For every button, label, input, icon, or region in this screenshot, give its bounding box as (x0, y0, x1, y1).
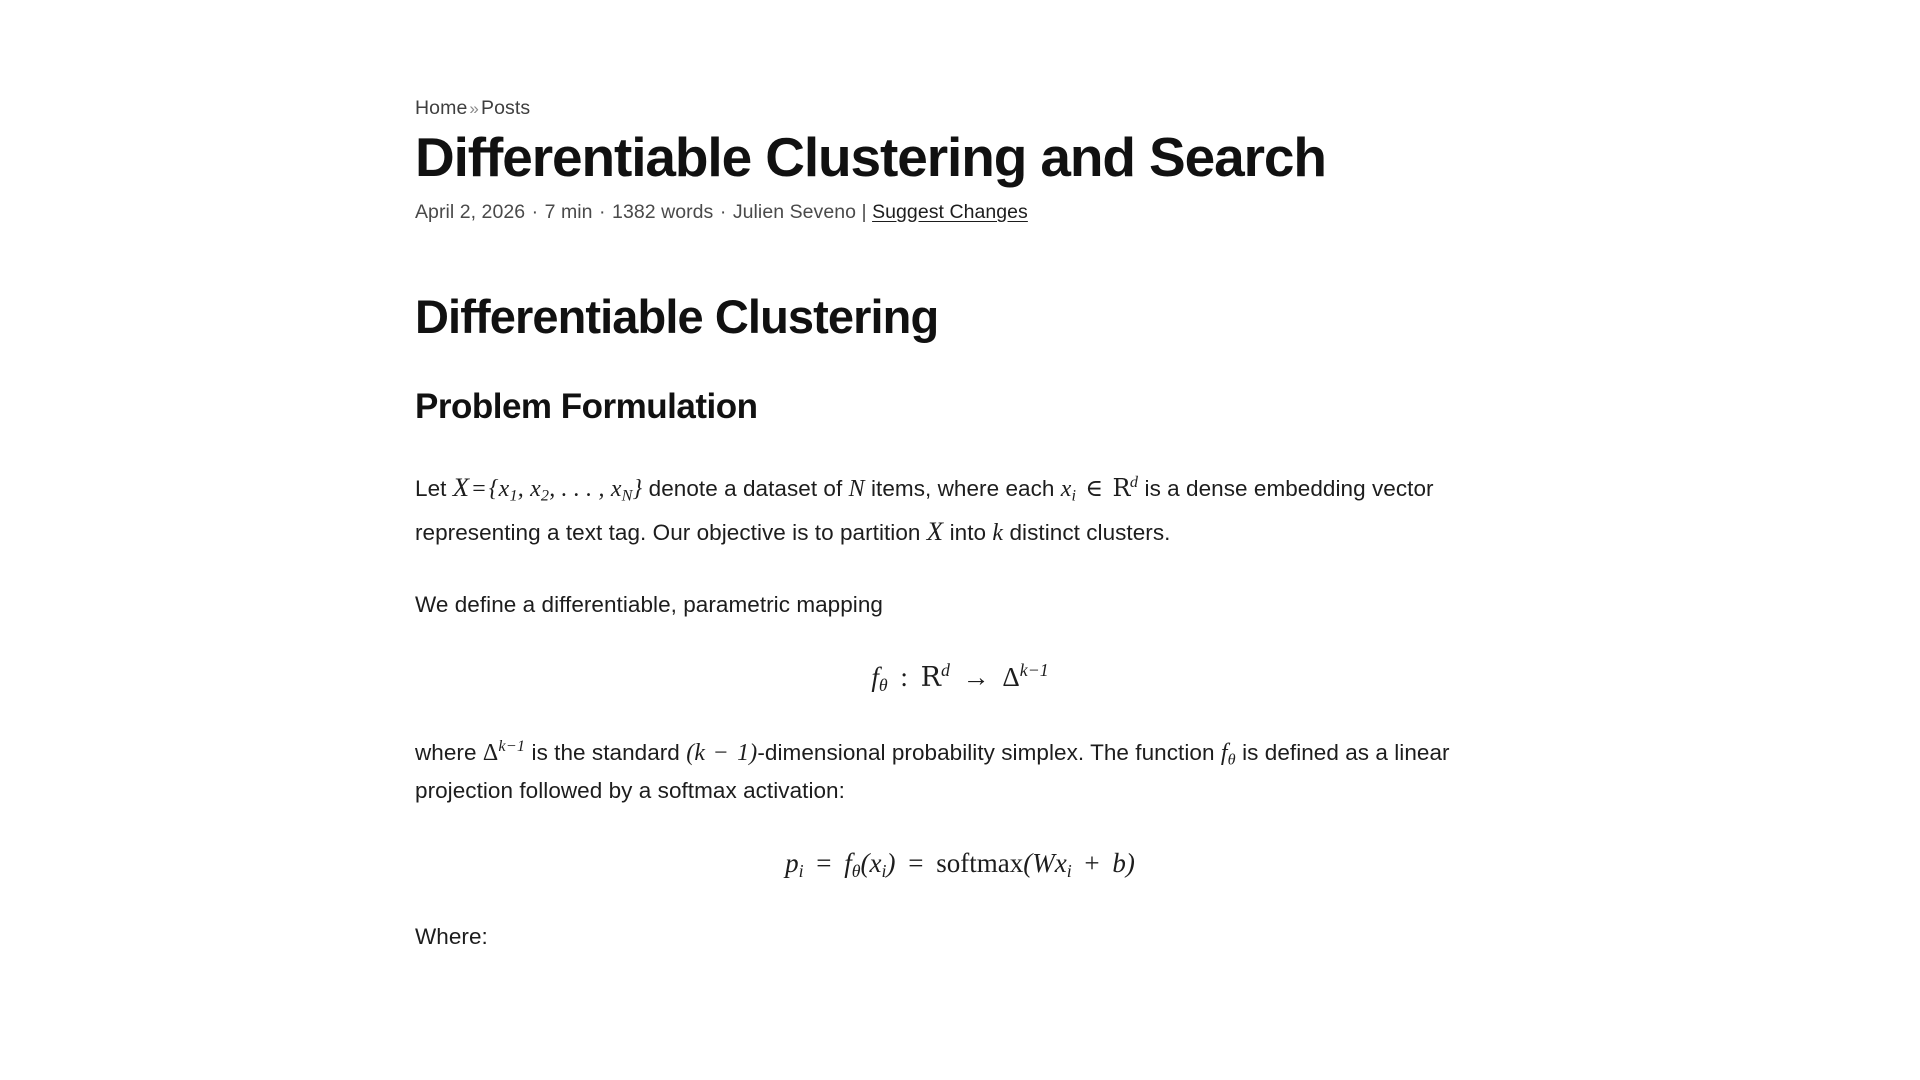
post-author: Julien Seveno (732, 200, 857, 223)
meta-dot-2: · (599, 200, 606, 223)
math-f-theta: $f_\theta$ (1220, 739, 1236, 769)
section-heading-differentiable-clustering: Differentiable Clustering (415, 290, 939, 344)
math-calligraphic-x: X (926, 515, 944, 546)
p1-text-5: into (943, 519, 993, 545)
post-meta (415, 199, 1505, 226)
math-n-items: N (848, 476, 865, 503)
paragraph-simplex-explanation (415, 733, 1505, 809)
breadcrumb-link-posts[interactable]: Posts (480, 97, 531, 119)
math-xi-in-rd: $x_i$ ∈ $R^d$ (1060, 473, 1139, 505)
equation-softmax: $p_i = f_\theta(x_i)$ = $softmax(Wx_i + b)$ (785, 848, 1135, 882)
math-k: k (992, 519, 1004, 546)
math-simplex: $\Delta^{k-1}$ (482, 736, 526, 766)
p1-text-1: Let (415, 476, 453, 502)
p1-text-2: denote a dataset of (642, 476, 849, 502)
breadcrumb-separator: » (469, 99, 479, 118)
p1-text-3: items, where each (864, 476, 1061, 502)
math-k-minus-1: (k − 1) (686, 739, 758, 766)
meta-dot-1: · (531, 200, 539, 223)
breadcrumb-link-home[interactable]: Home (415, 97, 468, 119)
post-read-time: 7 min (544, 200, 593, 223)
equation-mapping: $f_\theta$ : $R^d \to \Delta^{k-1}$ (871, 660, 1049, 696)
post-word-count: 1382 words (612, 200, 714, 223)
p3-text-4: is defined as a linear projection followed by a softmax activation: (415, 739, 1450, 803)
p3-text-1: where (415, 739, 483, 765)
breadcrumb (415, 96, 1505, 121)
post-date: April 2, 2026 (415, 200, 526, 223)
p1-text-4: is a dense embedding vector representing a text tag. Our objective is to partition (415, 476, 1434, 545)
paragraph-problem-definition (415, 466, 1505, 553)
page-title: Differentiable Clustering and Search (415, 126, 1326, 189)
paragraph-mapping-intro: We define a differentiable, parametric mapping (415, 591, 883, 617)
p3-text-2: is the standard (525, 739, 687, 765)
subsection-heading-problem-formulation: Problem Formulation (415, 387, 758, 427)
meta-dot-3: · (719, 200, 727, 223)
math-dataset-definition: $X = \{x_1$, $x_2$, . . . , $x_N$} (452, 472, 643, 505)
p1-text-6: distinct clusters. (1003, 519, 1171, 545)
suggest-changes-link[interactable]: Suggest Changes (872, 200, 1028, 223)
paragraph-where-label: Where: (415, 923, 488, 949)
article-content (415, 96, 1505, 955)
meta-pipe: | (861, 200, 867, 223)
p3-text-3: -dimensional probability simplex. The function (757, 739, 1221, 765)
